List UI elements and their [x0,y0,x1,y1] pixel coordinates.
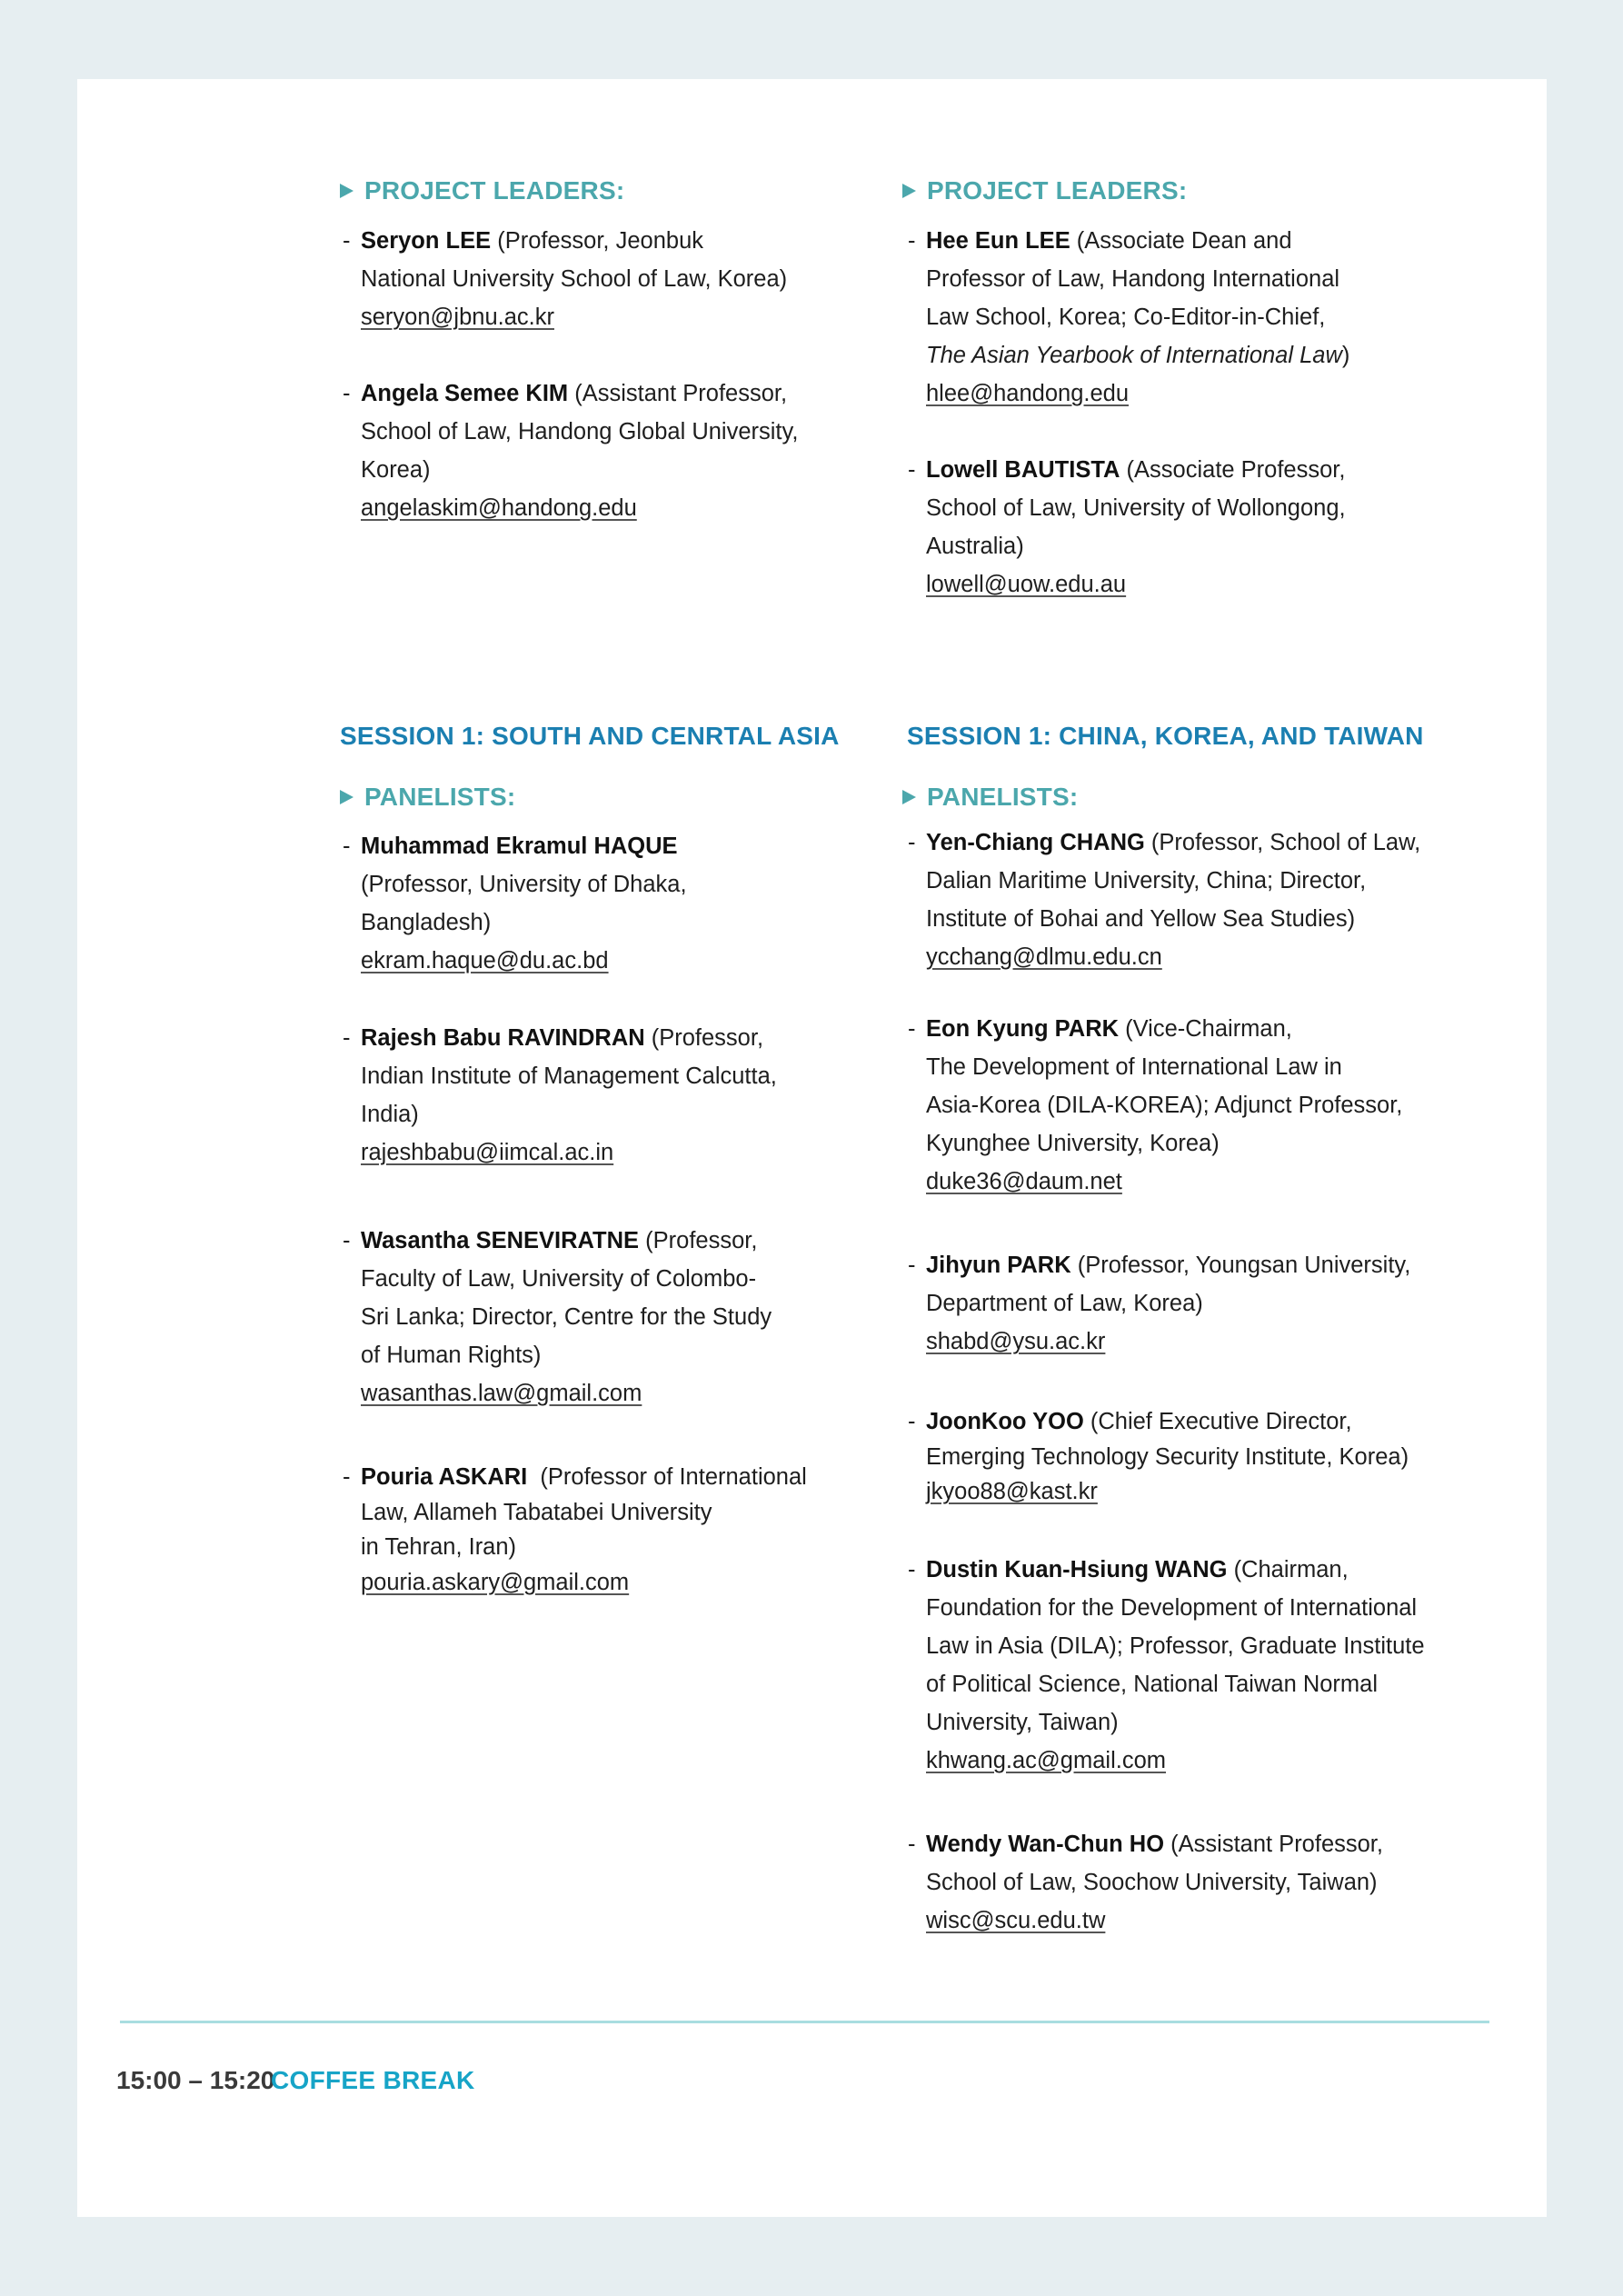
schedule-time: 15:00 – 15:20 [116,2066,275,2094]
affiliation-line: Foundation for the Development of International [926,1595,1418,1621]
affiliation-line: Law in Asia (DILA); Professor, Graduate Institute [926,1633,1425,1659]
bullet-dash: - [908,1832,916,1857]
email-link[interactable]: jkyoo88@kast.kr [926,1479,1098,1504]
affiliation-line: of Human Rights) [361,1343,542,1368]
email-link[interactable]: ycchang@dlmu.edu.cn [926,944,1162,970]
affiliation: (Associate Dean and [1070,228,1292,254]
affiliation-line: Bangladesh) [361,910,492,935]
bullet-dash: - [908,1557,916,1582]
panelist-entry [908,1246,1411,1361]
panelist-entry [908,1551,1425,1780]
person-name: Yen-Chiang CHANG [926,830,1145,855]
panelist-entry [343,1222,772,1413]
panelist-entry [908,1825,1383,1940]
affiliation: (Chairman, [1227,1557,1349,1582]
bullet-dash: - [343,1025,351,1051]
panelist-entry [343,1019,777,1172]
panelist-entry [908,1010,1403,1201]
affiliation: (Assistant Professor, [568,381,788,406]
affiliation-tail: ) [1341,343,1350,368]
bullet-dash: - [908,228,916,254]
affiliation-line: Institute of Bohai and Yellow Sea Studies) [926,906,1356,932]
person-name: Lowell BAUTISTA [926,457,1120,483]
person-name: Wasantha SENEVIRATNE [361,1228,640,1253]
affiliation: (Professor, Jeonbuk [491,228,704,254]
affiliation-line: School of Law, Handong Global University, [361,419,799,444]
heading-text: PANELISTS: [927,783,1079,811]
affiliation-line: Professor of Law, Handong International [926,266,1340,292]
person-name: Seryon LEE [361,228,492,254]
email-link[interactable]: seryon@jbnu.ac.kr [361,304,554,330]
person-name: Muhammad Ekramul HAQUE [361,834,678,859]
leader-entry [908,451,1346,604]
affiliation-line: Korea) [361,457,431,483]
affiliation: (Vice-Chairman, [1119,1016,1292,1042]
bullet-dash: - [908,1253,916,1278]
triangle-right-icon [340,184,353,198]
affiliation-line: Department of Law, Korea) [926,1291,1203,1316]
affiliation-line: Sri Lanka; Director, Centre for the Study [361,1304,772,1330]
affiliation-line: School of Law, Soochow University, Taiwan) [926,1870,1378,1895]
right-project-leaders-heading [902,175,1187,206]
panelist-entry [908,1404,1409,1510]
triangle-right-icon [902,184,916,198]
affiliation: (Chief Executive Director, [1083,1409,1352,1434]
person-name: Dustin Kuan-Hsiung WANG [926,1557,1228,1582]
affiliation-line: Indian Institute of Management Calcutta, [361,1063,777,1089]
person-name: Wendy Wan-Chun HO [926,1832,1165,1857]
affiliation-line: in Tehran, Iran) [361,1534,517,1560]
affiliation-line: Dalian Maritime University, China; Director, [926,868,1367,893]
person-name: Angela Semee KIM [361,381,569,406]
affiliation-line: of Political Science, National Taiwan Normal [926,1672,1379,1697]
email-link[interactable]: duke36@daum.net [926,1169,1122,1194]
email-link[interactable]: angelaskim@handong.edu [361,495,637,521]
person-name: Rajesh Babu RAVINDRAN [361,1025,645,1051]
email-link[interactable]: wasanthas.law@gmail.com [361,1381,642,1406]
email-link[interactable]: pouria.askary@gmail.com [361,1569,630,1595]
bullet-dash: - [343,1228,351,1253]
affiliation-line: National University School of Law, Korea) [361,266,788,292]
affiliation-line: (Professor, University of Dhaka, [361,872,687,897]
bullet-dash: - [343,381,351,406]
affiliation: (Professor, [639,1228,758,1253]
email-link[interactable]: lowell@uow.edu.au [926,572,1127,597]
leader-entry [343,222,788,336]
leader-entry [343,374,799,527]
affiliation: (Professor of International [527,1464,807,1490]
bullet-dash: - [343,228,351,254]
affiliation-line: Kyunghee University, Korea) [926,1131,1220,1156]
section-divider [120,2021,1489,2023]
left-panelists-heading [340,782,515,813]
email-link[interactable]: ekram.haque@du.ac.bd [361,948,609,973]
heading-text: PROJECT LEADERS: [927,176,1188,205]
affiliation-line: University, Taiwan) [926,1710,1119,1735]
affiliation-line: The Development of International Law in [926,1054,1342,1080]
panelist-entry [343,1460,807,1600]
affiliation-line: Law, Allameh Tabatabei University [361,1499,712,1525]
affiliation-line: Asia-Korea (DILA-KOREA); Adjunct Professor, [926,1093,1403,1118]
heading-text: PROJECT LEADERS: [364,176,625,205]
email-link[interactable]: hlee@handong.edu [926,381,1130,406]
triangle-right-icon [340,790,353,804]
bullet-dash: - [908,457,916,483]
affiliation-line: Emerging Technology Security Institute, Korea) [926,1443,1409,1470]
bullet-dash: - [343,1464,351,1490]
email-link[interactable]: wisc@scu.edu.tw [926,1908,1106,1933]
bullet-dash: - [343,834,351,859]
person-name: Hee Eun LEE [926,228,1070,254]
panelist-entry [908,824,1421,976]
email-link[interactable]: shabd@ysu.ac.kr [926,1329,1106,1354]
affiliation-line: India) [361,1102,419,1127]
heading-text: PANELISTS: [364,783,516,811]
right-session-title: SESSION 1: CHINA, KOREA, AND TAIWAN [907,722,1424,750]
affiliation-line: Australia) [926,534,1024,559]
bullet-dash: - [908,830,916,855]
schedule-label: COFFEE BREAK [271,2066,475,2094]
email-link[interactable]: khwang.ac@gmail.com [926,1748,1166,1773]
leader-entry [908,222,1350,413]
person-name: Pouria ASKARI [361,1464,528,1490]
person-name: Eon Kyung PARK [926,1016,1120,1042]
affiliation: (Professor, School of Law, [1144,830,1421,855]
affiliation-line: Faculty of Law, University of Colombo- [361,1266,757,1292]
affiliation-line: Law School, Korea; Co-Editor-in-Chief, [926,304,1326,330]
bullet-dash: - [908,1409,916,1434]
person-name: JoonKoo YOO [926,1409,1084,1434]
affiliation: (Professor, [644,1025,764,1051]
person-name: Jihyun PARK [926,1253,1071,1278]
right-panelists-heading [902,782,1078,813]
left-session-title: SESSION 1: SOUTH AND CENRTAL ASIA [340,722,840,750]
email-link[interactable]: rajeshbabu@iimcal.ac.in [361,1140,614,1165]
affiliation: (Associate Professor, [1120,457,1346,483]
journal-title: The Asian Yearbook of International Law [926,343,1342,368]
affiliation: (Professor, Youngsan University, [1070,1253,1411,1278]
affiliation-line: School of Law, University of Wollongong, [926,495,1346,521]
affiliation: (Assistant Professor, [1164,1832,1383,1857]
left-project-leaders-heading [340,175,624,206]
triangle-right-icon [902,790,916,804]
panelist-entry [343,827,687,980]
bullet-dash: - [908,1016,916,1042]
